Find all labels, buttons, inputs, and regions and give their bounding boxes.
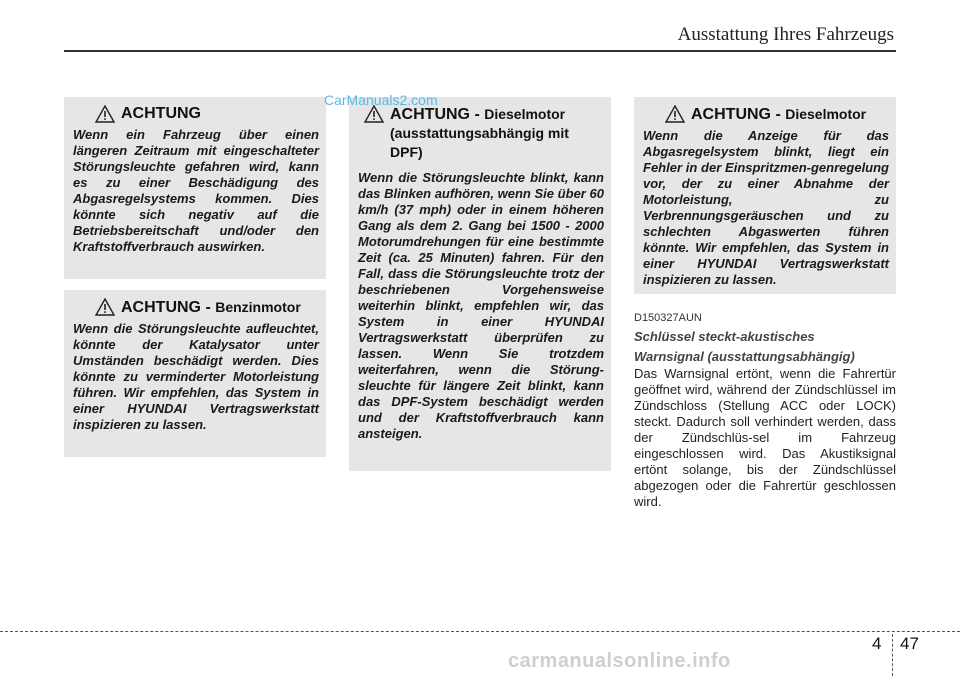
warning-box-heading bbox=[95, 298, 319, 317]
header-rule bbox=[64, 50, 896, 52]
warning-heading-text: ACHTUNG - bbox=[390, 106, 485, 123]
footer-rule bbox=[0, 631, 960, 632]
page-number-divider bbox=[892, 634, 893, 676]
warning-heading-text: ACHTUNG bbox=[121, 105, 201, 122]
page-header-title: Ausstattung Ihres Fahrzeugs bbox=[677, 24, 894, 45]
warning-box-text: Wenn ein Fahrzeug über einen längeren Zeitraum mit eingeschalteter Störungsleuchte gefahren wird, kann es zu einer Beschädigung des Abgasregelsystems kommen. Dies könnte sich negativ auf die Betriebsbereitschaft und/oder den Kraftstoffverbrauch auswirken. bbox=[73, 127, 319, 254]
warning-heading-text: ACHTUNG - bbox=[691, 106, 786, 123]
section-code: D150327AUN bbox=[634, 312, 702, 324]
warning-triangle-icon bbox=[95, 105, 115, 123]
warning-subheading-text: Dieselmotor (ausstattungsabhängig mit DPF) bbox=[390, 106, 569, 160]
section-title bbox=[634, 327, 896, 367]
warning-box-heading bbox=[364, 105, 604, 162]
warning-triangle-icon bbox=[95, 298, 115, 316]
warning-subheading-text: Dieselmotor bbox=[785, 106, 867, 122]
warning-box-text: Wenn die Anzeige für das Abgasregelsystem blinkt, liegt ein Fehler in der Einspritzmen-genregelung vor, der zu einer Abnahme der Motorleistung, zu Verbrennungsgeräuschen und zu schlechten Abgaswerten führen könnte. Wir empfehlen, das System in einer HYUNDAI Vertragswerkstatt inspizieren zu lassen. bbox=[643, 128, 889, 287]
warning-box-diesel-dpf bbox=[349, 97, 611, 471]
section-title-line: Warnsignal (ausstattungsabhängig) bbox=[634, 349, 855, 364]
warning-box-heading bbox=[95, 105, 319, 123]
warning-box-heading bbox=[665, 105, 889, 124]
warning-triangle-icon bbox=[665, 105, 685, 123]
warning-box-general bbox=[64, 97, 326, 279]
page-number: 47 bbox=[900, 634, 919, 653]
watermark-bottom: carmanualsonline.info bbox=[508, 650, 731, 672]
warning-box-diesel bbox=[634, 97, 896, 294]
watermark-top: CarManuals2.com bbox=[324, 92, 438, 108]
section-body-text: Das Warnsignal ertönt, wenn die Fahrertür geöffnet wird, während der Zündschlüssel im Zündschloss (Stellung ACC oder LOCK) steckt. Dadurch soll verhindert werden, dass der Zündschlüs-sel im Fahrzeug eingeschlossen wird. Das Akustiksignal ertönt solange, bis der Zündschlüssel abgezogen oder die Fahrertür geschlossen wird. bbox=[634, 366, 896, 509]
warning-subheading-text: Benzinmotor bbox=[215, 299, 301, 315]
section-title-line: Schlüssel steckt-akustisches bbox=[634, 329, 815, 344]
warning-box-petrol bbox=[64, 290, 326, 457]
chapter-number: 4 bbox=[872, 634, 882, 653]
warning-box-text: Wenn die Störungsleuchte aufleuchtet, könnte der Katalysator unter Umständen beschädigt werden. Dies könnte zu verminderter Motorleistung führen. Wir empfehlen, das System in einer HYUNDAI Vertragswerkstatt inspizieren zu lassen. bbox=[73, 321, 319, 432]
warning-box-text: Wenn die Störungsleuchte blinkt, kann das Blinken aufhören, wenn Sie über 60 km/h (37 mph) oder in einem höheren Gang als dem 2. Gang bei 1500 - 2000 Motorumdrehungen für eine bestimmte Zeit (ca. 25 Minuten) fahren. Für den Fall, dass die Störungsleuchte trotz der beschriebenen Vorgehensweise weiterhin blinkt, empfehlen wir, das System in einer HYUNDAI Vertragswerkstatt überprüfen zu lassen. Wenn Sie trotzdem weiterfahren, wenn die Störung-sleuchte für längere Zeit blinkt, kann das DPF-System beschädigt werden und der Kraftstoffverbrauch kann ansteigen. bbox=[358, 170, 604, 441]
warning-heading-text: ACHTUNG - bbox=[121, 299, 216, 316]
